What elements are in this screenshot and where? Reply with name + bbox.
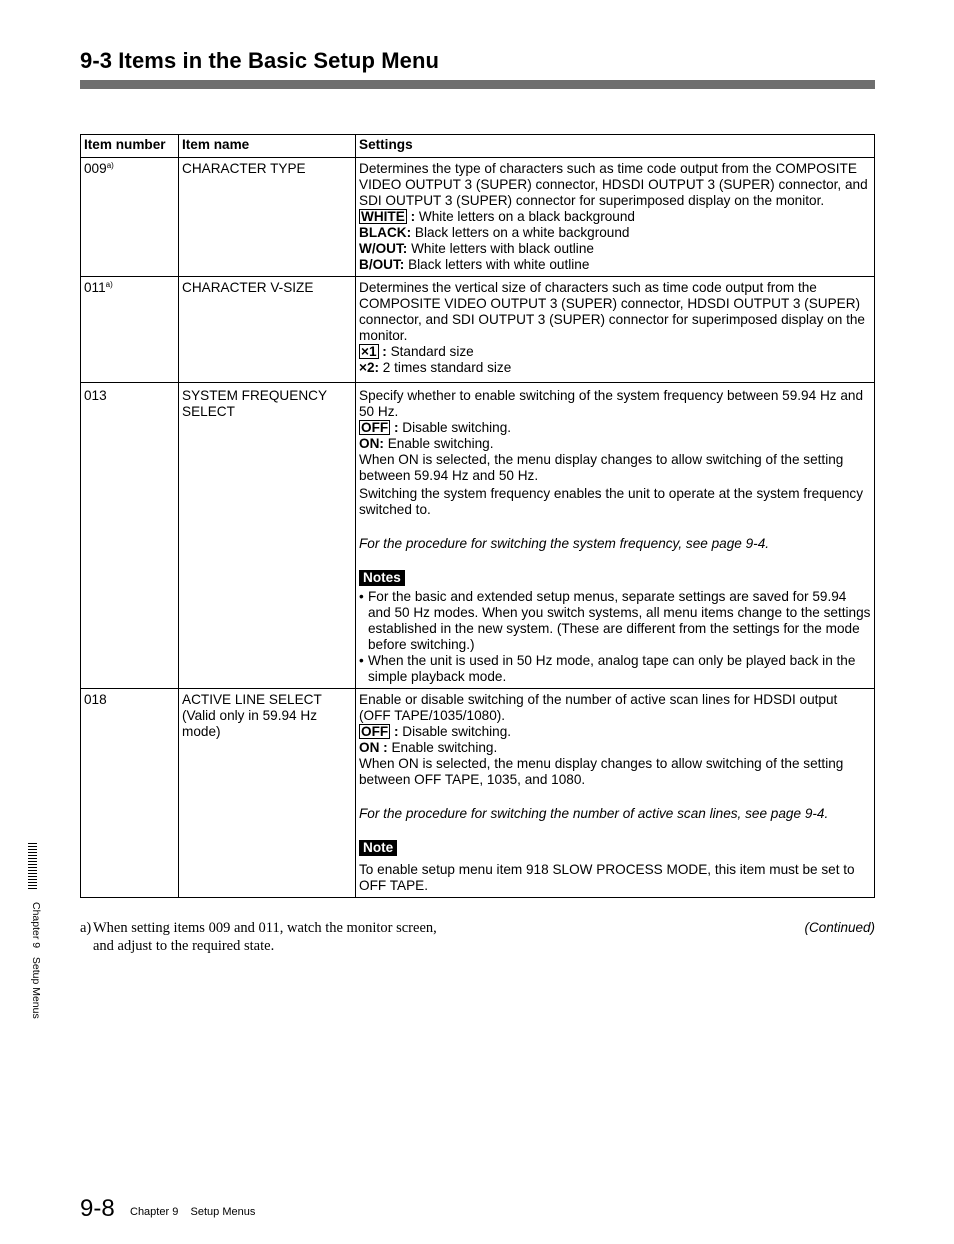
title-rule xyxy=(80,80,875,89)
settings-paragraph: Switching the system frequency enables the unit to operate at the system frequency switched to. xyxy=(359,486,864,517)
item-number-cell xyxy=(81,277,179,383)
note-item: • When the unit is used in 50 Hz mode, analog tape can only be played back in the simple playback mode. xyxy=(359,653,871,685)
default-option-key: OFF xyxy=(361,724,389,739)
settings-description: Specify whether to enable switching of the system frequency between 59.94 Hz and 50 Hz. xyxy=(359,388,864,419)
footnote-ref: a) xyxy=(105,280,113,289)
notes-label: Notes xyxy=(359,570,405,586)
note-label: Note xyxy=(359,840,397,856)
table-row-009 xyxy=(81,158,875,277)
footnote-mark: a) xyxy=(80,920,92,936)
option-key: W/OUT: xyxy=(359,241,408,256)
settings-description: Determines the vertical size of characters such as time code output from the COMPOSITE VIDEO OUTPUT 3 (SUPER) connector, HDSDI OUTPUT 3 (SUPER) connector, and SDI OUTPUT 3 (SUPER) connector for superimposed display on the monitor. xyxy=(359,280,865,343)
option-line xyxy=(359,724,871,740)
footnote-text: When setting items 009 and 011, watch the monitor screen, and adjust to the required state. xyxy=(93,920,437,954)
item-name: CHARACTER V-SIZE xyxy=(179,277,356,383)
continued-label: (Continued) xyxy=(804,920,875,935)
option-text: 2 times standard size xyxy=(379,360,512,375)
option-separator: : xyxy=(378,344,387,359)
column-header-item-number: Item number xyxy=(81,135,179,158)
settings-cell xyxy=(356,158,875,277)
option-line xyxy=(359,209,871,225)
option-separator: : xyxy=(390,420,399,435)
item-number: 009 xyxy=(84,161,107,176)
table-row-011 xyxy=(81,277,875,383)
notes-list xyxy=(359,589,871,685)
option-text: Enable switching. xyxy=(383,436,494,451)
default-option-key: WHITE xyxy=(361,209,405,224)
note-item: • For the basic and extended setup menus, separate settings are saved for 59.94 and 50 Hz modes. When you switch systems, all menu items change to the settings established in the new system. (These are different from the settings for the mode before switching.) xyxy=(359,589,871,653)
table-header-row xyxy=(81,135,875,158)
option-line xyxy=(359,740,871,756)
side-chapter-label: Chapter 9 Setup Menus xyxy=(30,902,42,1019)
page-title: 9-3 Items in the Basic Setup Menu xyxy=(80,48,440,73)
option-separator: : xyxy=(390,724,399,739)
option-key: ON: xyxy=(359,436,384,451)
footer-chapter: Chapter 9 Setup Menus xyxy=(130,1206,256,1218)
footnote-ref: a) xyxy=(106,161,114,170)
default-option-key: OFF xyxy=(361,420,389,435)
option-text: Standard size xyxy=(386,344,474,359)
item-name: SYSTEM FREQUENCY SELECT xyxy=(179,383,356,689)
chapter-tab-marks xyxy=(28,843,37,889)
option-text: Disable switching. xyxy=(398,420,512,435)
option-separator: : xyxy=(406,209,416,224)
note-text: To enable setup menu item 918 SLOW PROCESS MODE, this item must be set to OFF TAPE. xyxy=(359,862,855,893)
option-line xyxy=(359,360,871,376)
option-key: ×2: xyxy=(359,360,380,375)
settings-cell xyxy=(356,277,875,383)
option-line xyxy=(359,436,871,452)
page-reference: For the procedure for switching the number of active scan lines, see page 9-4. xyxy=(359,806,829,821)
item-name: ACTIVE LINE SELECT (Valid only in 59.94 Hz mode) xyxy=(179,689,356,898)
column-header-item-name: Item name xyxy=(179,135,356,158)
column-header-settings: Settings xyxy=(356,135,875,158)
option-key: B/OUT: xyxy=(359,257,405,272)
option-text: Black letters on a white background xyxy=(411,225,630,240)
item-name: CHARACTER TYPE xyxy=(179,158,356,277)
page-number: 9-8 xyxy=(80,1195,115,1222)
item-number: 013 xyxy=(81,383,179,689)
option-text: Enable switching. xyxy=(387,740,498,755)
option-key: BLACK: xyxy=(359,225,412,240)
option-line xyxy=(359,241,871,257)
settings-description: Enable or disable switching of the number of active scan lines for HDSDI output (OFF TAPE/1035/1080). xyxy=(359,692,838,723)
option-text: White letters on a black background xyxy=(415,209,635,224)
default-option-key: ×1 xyxy=(361,344,377,359)
setup-menu-table xyxy=(80,134,875,898)
option-key: ON : xyxy=(359,740,388,755)
option-text: Black letters with white outline xyxy=(404,257,590,272)
item-number: 018 xyxy=(81,689,179,898)
settings-description: Determines the type of characters such as time code output from the COMPOSITE VIDEO OUTPUT 3 (SUPER) connector, HDSDI OUTPUT 3 (SUPER) connector, and SDI OUTPUT 3 (SUPER) connector for superimposed display on the monitor. xyxy=(359,161,868,208)
page-reference: For the procedure for switching the system frequency, see page 9-4. xyxy=(359,536,770,551)
option-line xyxy=(359,420,871,436)
option-line xyxy=(359,257,871,273)
table-row-013 xyxy=(81,383,875,689)
table-row-018 xyxy=(81,689,875,898)
settings-cell xyxy=(356,383,875,689)
option-text: Disable switching. xyxy=(398,724,512,739)
item-number-cell xyxy=(81,158,179,277)
option-line xyxy=(359,344,871,360)
option-text: White letters with black outline xyxy=(407,241,594,256)
settings-paragraph: When ON is selected, the menu display changes to allow switching of the setting between 59.94 Hz and 50 Hz. xyxy=(359,452,844,483)
footnote xyxy=(80,919,460,955)
settings-cell xyxy=(356,689,875,898)
settings-paragraph: When ON is selected, the menu display changes to allow switching of the setting between OFF TAPE, 1035, and 1080. xyxy=(359,756,844,787)
item-number: 011 xyxy=(84,280,106,295)
option-line xyxy=(359,225,871,241)
